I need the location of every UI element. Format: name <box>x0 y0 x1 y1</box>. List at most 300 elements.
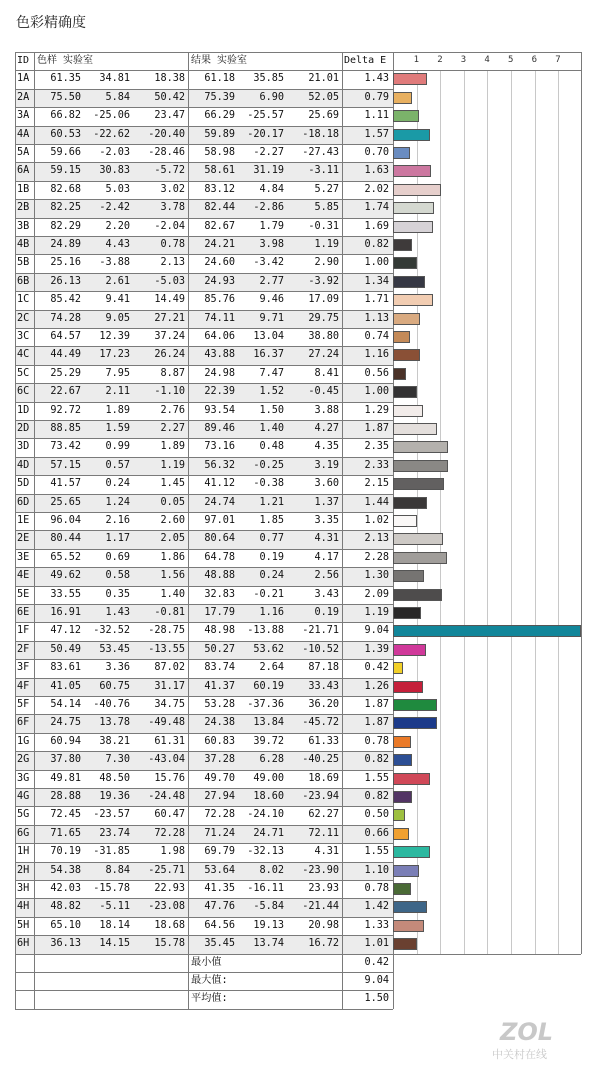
result-lab-value: 17.79 <box>204 607 235 618</box>
delta-e-value: 1.69 <box>364 220 389 232</box>
delta-e-value: 2.28 <box>364 551 389 563</box>
delta-e-value: 0.66 <box>364 827 389 839</box>
result-lab-value: -0.45 <box>308 386 339 398</box>
row-id: 2B <box>17 202 30 214</box>
result-lab-value: 52.05 <box>308 91 339 103</box>
sample-lab-value: 34.81 <box>99 73 130 85</box>
delta-e-bar <box>393 349 420 361</box>
row-id: 3F <box>17 662 30 674</box>
result-lab-value: 37.28 <box>204 754 235 766</box>
result-lab-value: 35.85 <box>253 73 284 85</box>
sample-lab-value: 2.76 <box>160 404 185 416</box>
result-lab-value: -23.90 <box>302 864 339 876</box>
sample-lab-value: -43.04 <box>148 754 185 766</box>
sample-lab-value: 61.31 <box>154 735 185 747</box>
delta-e-bar <box>393 294 433 306</box>
column-divider <box>15 52 16 1009</box>
sample-lab-value: 14.49 <box>154 294 185 306</box>
result-lab-value: 83.12 <box>204 183 235 195</box>
result-lab-value: 64.06 <box>204 331 235 342</box>
sample-lab-value: 5.84 <box>105 91 130 103</box>
sample-lab-value: 0.57 <box>105 459 130 471</box>
result-lab-value: 4.31 <box>314 533 339 545</box>
row-id: 2G <box>17 754 30 766</box>
result-lab-value: 23.93 <box>308 883 339 894</box>
sample-lab-value: 72.28 <box>154 827 185 839</box>
sample-lab-value: 0.69 <box>105 551 130 563</box>
result-lab-value: 41.37 <box>204 680 235 692</box>
sample-lab-value: 92.72 <box>50 404 81 416</box>
result-lab-value: 1.21 <box>259 496 284 508</box>
result-lab-value: 4.27 <box>314 423 339 434</box>
sample-lab-value: 1.19 <box>160 459 185 471</box>
sample-lab-value: -2.03 <box>99 147 130 158</box>
x-tick-label: 5 <box>508 55 514 65</box>
sample-lab-value: -31.85 <box>93 846 130 858</box>
result-lab-value: 1.37 <box>314 496 339 508</box>
row-id: 4C <box>17 349 30 361</box>
delta-e-bar <box>393 276 425 288</box>
sample-lab-value: 75.50 <box>50 91 81 103</box>
result-lab-value: 0.77 <box>259 533 284 545</box>
result-lab-value: 85.76 <box>204 294 235 306</box>
sample-lab-value: -2.04 <box>154 220 185 232</box>
sample-lab-value: 19.36 <box>99 791 130 802</box>
sample-lab-value: 26.13 <box>50 275 81 287</box>
sample-lab-value: 1.43 <box>105 607 130 618</box>
sample-lab-value: 2.27 <box>160 423 185 434</box>
row-id: 6G <box>17 827 30 839</box>
result-lab-value: 1.40 <box>259 423 284 434</box>
result-lab-value: 58.61 <box>204 165 235 177</box>
delta-e-value: 1.00 <box>364 386 389 398</box>
result-lab-value: -3.11 <box>308 165 339 177</box>
result-lab-value: 69.79 <box>204 846 235 858</box>
sample-lab-value: 72.45 <box>50 809 81 821</box>
sample-lab-value: 1.24 <box>105 496 130 508</box>
sample-lab-value: 83.61 <box>50 662 81 674</box>
delta-e-bar <box>393 405 423 417</box>
result-lab-value: 62.27 <box>308 809 339 821</box>
sample-lab-value: 41.57 <box>50 478 81 490</box>
sample-lab-value: 24.75 <box>50 717 81 729</box>
result-lab-value: -16.11 <box>247 883 284 894</box>
header-result: 结果 实验室 <box>191 55 248 66</box>
result-lab-value: 0.48 <box>259 441 284 453</box>
sample-lab-value: 24.89 <box>50 239 81 250</box>
sample-lab-value: 60.53 <box>50 128 81 140</box>
sample-lab-value: 8.84 <box>105 864 130 876</box>
result-lab-value: 0.19 <box>259 551 284 563</box>
row-id: 3H <box>17 883 30 894</box>
delta-e-value: 1.42 <box>364 901 389 913</box>
result-lab-value: 5.27 <box>314 183 339 195</box>
sample-lab-value: 54.14 <box>50 699 81 710</box>
result-lab-value: -23.94 <box>302 791 339 802</box>
delta-e-bar <box>393 129 430 141</box>
result-lab-value: 17.09 <box>308 294 339 306</box>
sample-lab-value: 18.38 <box>154 73 185 85</box>
row-id: 4A <box>17 128 30 140</box>
sample-lab-value: 38.21 <box>99 735 130 747</box>
delta-e-value: 9.04 <box>364 625 389 637</box>
sample-lab-value: 0.24 <box>105 478 130 490</box>
row-id: 1H <box>17 846 30 858</box>
delta-e-value: 1.43 <box>364 73 389 85</box>
sample-lab-value: 85.42 <box>50 294 81 306</box>
result-lab-value: 13.74 <box>253 938 284 950</box>
x-tick-label: 1 <box>413 55 420 65</box>
sample-lab-value: -5.03 <box>154 275 185 287</box>
result-lab-value: -0.21 <box>253 588 284 600</box>
row-id: 5C <box>17 367 30 379</box>
delta-e-bar <box>393 773 430 785</box>
delta-e-bar <box>393 681 423 693</box>
delta-e-bar <box>393 368 406 380</box>
sample-lab-value: 2.20 <box>105 220 130 232</box>
delta-e-value: 1.87 <box>364 717 389 729</box>
sample-lab-value: 54.38 <box>50 864 81 876</box>
sample-lab-value: 1.59 <box>105 423 130 434</box>
sample-lab-value: 88.85 <box>50 423 81 434</box>
delta-e-value: 2.09 <box>364 588 389 600</box>
row-id: 4G <box>17 791 30 802</box>
row-id: 4B <box>17 239 30 250</box>
result-lab-value: 39.72 <box>253 735 284 747</box>
sample-lab-value: 23.74 <box>99 827 130 839</box>
chart-gridline <box>558 70 559 953</box>
sample-lab-value: 61.35 <box>50 73 81 85</box>
sample-lab-value: -5.72 <box>154 165 185 177</box>
delta-e-value: 0.82 <box>364 754 389 766</box>
delta-e-bar <box>393 625 581 637</box>
delta-e-value: 0.56 <box>364 367 389 379</box>
sample-lab-value: 60.47 <box>154 809 185 821</box>
sample-lab-value: 25.65 <box>50 496 81 508</box>
row-id: 5B <box>17 257 30 269</box>
result-lab-value: 8.41 <box>314 367 339 379</box>
sample-lab-value: 2.11 <box>105 386 130 398</box>
result-lab-value: 0.19 <box>314 607 339 618</box>
row-id: 2D <box>17 423 30 434</box>
sample-lab-value: -49.48 <box>148 717 185 729</box>
row-id: 3B <box>17 220 30 232</box>
result-lab-value: -27.43 <box>302 147 339 158</box>
sample-lab-value: -0.81 <box>154 607 185 618</box>
sample-lab-value: 49.81 <box>50 772 81 784</box>
delta-e-value: 1.29 <box>364 404 389 416</box>
result-lab-value: -10.52 <box>302 643 339 655</box>
sample-lab-value: 1.17 <box>105 533 130 545</box>
result-lab-value: 3.60 <box>314 478 339 490</box>
delta-e-bar <box>393 92 412 104</box>
sample-lab-value: 48.50 <box>99 772 130 784</box>
row-id: 5D <box>17 478 30 490</box>
sample-lab-value: 18.14 <box>99 919 130 931</box>
delta-e-value: 0.74 <box>364 331 389 342</box>
delta-e-value: 1.44 <box>364 496 389 508</box>
result-lab-value: -2.86 <box>253 202 284 214</box>
sample-lab-value: 1.89 <box>105 404 130 416</box>
sample-lab-value: 1.98 <box>160 846 185 858</box>
chart-gridline <box>487 70 488 953</box>
result-lab-value: 31.19 <box>253 165 284 177</box>
delta-e-value: 1.00 <box>364 257 389 269</box>
sample-lab-value: 41.05 <box>50 680 81 692</box>
delta-e-bar <box>393 589 442 601</box>
sample-lab-value: 64.57 <box>50 331 81 342</box>
chart-gridline <box>511 70 512 953</box>
row-id: 3C <box>17 331 30 342</box>
result-lab-value: -21.71 <box>302 625 339 637</box>
sample-lab-value: 17.23 <box>99 349 130 361</box>
result-lab-value: 93.54 <box>204 404 235 416</box>
result-lab-value: -5.84 <box>253 901 284 913</box>
sample-lab-value: 50.49 <box>50 643 81 655</box>
color-accuracy-table <box>15 52 581 1048</box>
sample-lab-value: 2.13 <box>160 257 185 269</box>
row-id: 2C <box>17 312 30 324</box>
result-lab-value: 35.45 <box>204 938 235 950</box>
result-lab-value: 18.69 <box>308 772 339 784</box>
sample-lab-value: 82.68 <box>50 183 81 195</box>
result-lab-value: 18.60 <box>253 791 284 802</box>
result-lab-value: 25.69 <box>308 110 339 122</box>
result-lab-value: 60.83 <box>204 735 235 747</box>
result-lab-value: 49.00 <box>253 772 284 784</box>
sample-lab-value: 57.15 <box>50 459 81 471</box>
sample-lab-value: 65.52 <box>50 551 81 563</box>
sample-lab-value: 3.36 <box>105 662 130 674</box>
result-lab-value: 5.85 <box>314 202 339 214</box>
result-lab-value: 0.24 <box>259 570 284 582</box>
delta-e-bar <box>393 736 411 748</box>
x-tick-label: 6 <box>531 55 538 65</box>
result-lab-value: 3.98 <box>259 239 284 250</box>
result-lab-value: -0.38 <box>253 478 284 490</box>
sample-lab-value: 1.56 <box>160 570 185 582</box>
sample-lab-value: 7.95 <box>105 367 130 379</box>
result-lab-value: 80.64 <box>204 533 235 545</box>
delta-e-value: 1.11 <box>364 110 389 122</box>
sample-lab-value: 53.45 <box>99 643 130 655</box>
result-lab-value: -3.92 <box>308 275 339 287</box>
row-id: 5E <box>17 588 30 600</box>
result-lab-value: 64.56 <box>204 919 235 931</box>
sample-lab-value: -23.57 <box>93 809 130 821</box>
result-lab-value: -45.72 <box>302 717 339 729</box>
sample-lab-value: 60.75 <box>99 680 130 692</box>
sample-lab-value: 1.89 <box>160 441 185 453</box>
result-lab-value: 6.28 <box>259 754 284 766</box>
sample-lab-value: -1.10 <box>154 386 185 398</box>
delta-e-value: 0.42 <box>364 662 389 674</box>
result-lab-value: 64.78 <box>204 551 235 563</box>
delta-e-value: 1.34 <box>364 275 389 287</box>
header-delta-e: Delta E <box>344 55 387 66</box>
row-id: 5A <box>17 147 30 158</box>
result-lab-value: 1.79 <box>259 220 284 232</box>
sample-lab-value: 25.29 <box>50 367 81 379</box>
summary-value: 1.50 <box>364 993 389 1005</box>
sample-lab-value: 37.24 <box>154 331 185 342</box>
row-id: 2A <box>17 91 30 103</box>
delta-e-bar <box>393 717 437 729</box>
sample-lab-value: 31.17 <box>154 680 185 692</box>
sample-lab-value: 59.15 <box>50 165 81 177</box>
result-lab-value: 33.43 <box>308 680 339 692</box>
delta-e-value: 1.16 <box>364 349 389 361</box>
header-id: ID <box>17 55 30 66</box>
result-lab-value: 16.72 <box>308 938 339 950</box>
column-divider <box>34 52 35 1009</box>
sample-lab-value: 37.80 <box>50 754 81 766</box>
sample-lab-value: 34.75 <box>154 699 185 710</box>
result-lab-value: 3.19 <box>314 459 339 471</box>
result-lab-value: 24.21 <box>204 239 235 250</box>
row-id: 3E <box>17 551 30 563</box>
delta-e-value: 1.01 <box>364 938 389 950</box>
result-lab-value: -24.10 <box>247 809 284 821</box>
sample-lab-value: 66.82 <box>50 110 81 122</box>
delta-e-bar <box>393 331 410 343</box>
sample-lab-value: 60.94 <box>50 735 81 747</box>
result-lab-value: 56.32 <box>204 459 235 471</box>
sample-lab-value: 9.05 <box>105 312 130 324</box>
result-lab-value: 53.64 <box>204 864 235 876</box>
sample-lab-value: 2.05 <box>160 533 185 545</box>
delta-e-bar <box>393 662 403 674</box>
row-divider <box>15 1009 393 1010</box>
result-lab-value: 43.88 <box>204 349 235 361</box>
delta-e-value: 1.87 <box>364 699 389 710</box>
sample-lab-value: 1.86 <box>160 551 185 563</box>
row-id: 1B <box>17 183 30 195</box>
delta-e-value: 1.26 <box>364 680 389 692</box>
delta-e-bar <box>393 901 427 913</box>
result-lab-value: 1.50 <box>259 404 284 416</box>
result-lab-value: 8.02 <box>259 864 284 876</box>
delta-e-bar <box>393 883 411 895</box>
result-lab-value: 22.39 <box>204 386 235 398</box>
delta-e-bar <box>393 239 412 251</box>
sample-lab-value: 65.10 <box>50 919 81 931</box>
result-lab-value: 4.17 <box>314 551 339 563</box>
delta-e-bar <box>393 202 434 214</box>
sample-lab-value: -25.71 <box>148 864 185 876</box>
sample-lab-value: -24.48 <box>148 791 185 802</box>
result-lab-value: 87.18 <box>308 662 339 674</box>
page-title: 色彩精确度 <box>16 15 86 31</box>
delta-e-value: 2.35 <box>364 441 389 453</box>
delta-e-value: 0.79 <box>364 91 389 103</box>
sample-lab-value: 26.24 <box>154 349 185 361</box>
summary-value: 9.04 <box>364 975 389 986</box>
result-lab-value: -25.57 <box>247 110 284 122</box>
result-lab-value: 82.44 <box>204 202 235 214</box>
delta-e-bar <box>393 221 433 233</box>
sample-lab-value: 0.78 <box>160 239 185 250</box>
row-id: 6C <box>17 386 30 398</box>
sample-lab-value: 36.13 <box>50 938 81 950</box>
delta-e-value: 1.63 <box>364 165 389 177</box>
result-lab-value: 72.28 <box>204 809 235 821</box>
sample-lab-value: 49.62 <box>50 570 81 582</box>
result-lab-value: -21.44 <box>302 901 339 913</box>
delta-e-bar <box>393 699 437 711</box>
delta-e-bar <box>393 386 417 398</box>
sample-lab-value: 0.05 <box>160 496 185 508</box>
result-lab-value: -40.25 <box>302 754 339 766</box>
result-lab-value: 27.24 <box>308 349 339 361</box>
sample-lab-value: 8.87 <box>160 367 185 379</box>
row-id: 6H <box>17 938 30 950</box>
chart-gridline <box>464 70 465 953</box>
delta-e-bar <box>393 865 419 877</box>
result-lab-value: 1.19 <box>314 239 339 250</box>
delta-e-bar <box>393 570 424 582</box>
summary-value: 0.42 <box>364 956 389 968</box>
sample-lab-value: 4.43 <box>105 239 130 250</box>
result-lab-value: 20.98 <box>308 919 339 931</box>
delta-e-bar <box>393 515 417 527</box>
sample-lab-value: 0.35 <box>105 588 130 600</box>
delta-e-bar <box>393 754 412 766</box>
result-lab-value: 24.38 <box>204 717 235 729</box>
chart-gridline <box>440 70 441 953</box>
sample-lab-value: 96.04 <box>50 515 81 526</box>
delta-e-bar <box>393 460 448 472</box>
sample-lab-value: 73.42 <box>50 441 81 453</box>
result-lab-value: 13.04 <box>253 331 284 342</box>
sample-lab-value: 28.88 <box>50 791 81 802</box>
sample-lab-value: -2.42 <box>99 202 130 214</box>
row-id: 1E <box>17 515 30 526</box>
sample-lab-value: -13.55 <box>148 643 185 655</box>
sample-lab-value: -23.08 <box>148 901 185 913</box>
sample-lab-value: 3.02 <box>160 183 185 195</box>
result-lab-value: 1.16 <box>259 607 284 618</box>
result-lab-value: -18.18 <box>302 128 339 140</box>
sample-lab-value: 82.29 <box>50 220 81 232</box>
result-lab-value: -3.42 <box>253 257 284 269</box>
result-lab-value: 36.20 <box>308 699 339 710</box>
sample-lab-value: -3.88 <box>99 257 130 269</box>
result-lab-value: -13.88 <box>247 625 284 637</box>
result-lab-value: 6.90 <box>259 91 284 103</box>
result-lab-value: 50.27 <box>204 643 235 655</box>
row-id: 1A <box>17 73 30 85</box>
delta-e-value: 1.02 <box>364 515 389 526</box>
delta-e-bar <box>393 423 437 435</box>
sample-lab-value: 47.12 <box>50 625 81 637</box>
delta-e-bar <box>393 809 405 821</box>
watermark-logo: ZOL <box>500 1018 554 1046</box>
row-id: 3G <box>17 772 30 784</box>
sample-lab-value: -32.52 <box>93 625 130 637</box>
result-lab-value: 32.83 <box>204 588 235 600</box>
sample-lab-value: 2.60 <box>160 515 185 526</box>
x-tick-label: 2 <box>437 55 443 65</box>
result-lab-value: 4.31 <box>314 846 339 858</box>
result-lab-value: 27.94 <box>204 791 235 802</box>
result-lab-value: -0.31 <box>308 220 339 232</box>
sample-lab-value: 0.58 <box>105 570 130 582</box>
sample-lab-value: 23.47 <box>154 110 185 122</box>
result-lab-value: 21.01 <box>308 73 339 85</box>
sample-lab-value: 16.91 <box>50 607 81 618</box>
result-lab-value: 41.35 <box>204 883 235 894</box>
